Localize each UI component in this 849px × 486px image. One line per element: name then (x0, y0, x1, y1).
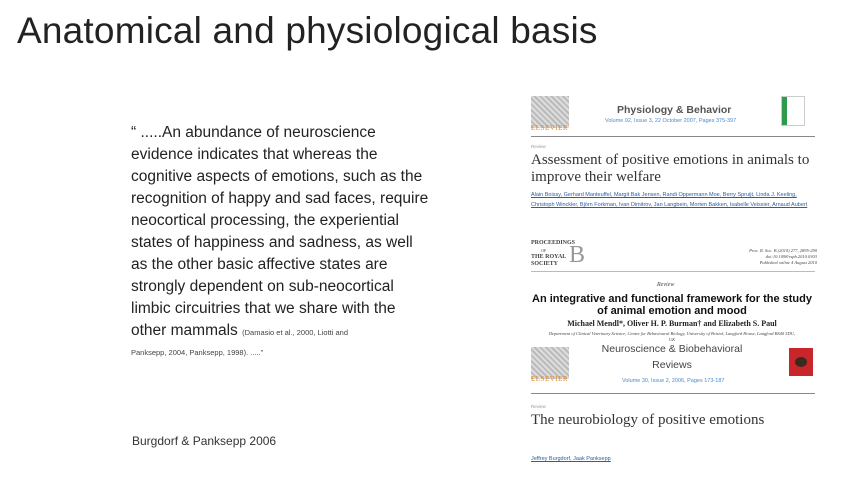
article-title: The neurobiology of positive emotions (531, 412, 765, 428)
journal-name-line: Reviews (652, 359, 692, 371)
journal-meta: Volume 30, Issue 2, 2006, Pages 173-187 (622, 378, 725, 384)
quote-citation-2: Panksepp, 2004, Panksepp, 1998). .....” (131, 348, 264, 357)
journal-cover-icon (789, 348, 813, 376)
article-title: An integrative and functional framework for the study of animal emotion and mood (532, 293, 812, 317)
divider (531, 393, 815, 394)
article-authors: Michael Mendl*, Oliver H. P. Burman† and Elizabeth S. Paul (567, 319, 777, 328)
meta-line: doi:10.1098/rspb.2010.0303 (765, 254, 817, 259)
quote-block (131, 122, 431, 360)
publisher-line: PROCEEDINGS (531, 240, 576, 246)
article-authors[interactable]: Jeffrey Burgdorf, Jaak Panksepp (531, 456, 611, 462)
divider (531, 136, 815, 137)
article-meta (677, 248, 817, 266)
journal-cover-icon (781, 96, 805, 126)
publisher-line: OF (541, 248, 547, 253)
journal-name (587, 343, 757, 372)
slide-title: Anatomical and physiological basis (17, 10, 598, 51)
journal-name-line: Neuroscience & Biobehavioral (601, 343, 743, 355)
journal-name: Physiology & Behavior (617, 104, 732, 116)
article-type: Review (531, 404, 546, 409)
article-type: Review (531, 144, 546, 149)
article-authors[interactable]: Alain Boissy, Gerhard Manteuffel, Margit Bak Jensen, Randi Oppermann Moe, Berry Spruijt, Linda J. Keeling, Christoph Winckler, Björn Forkman, Ivan Dimitrov, Jan Langbein, Morten Bakken, Isabelle Veissier, Arnaud Aubert (531, 192, 808, 208)
paper-collage-image (527, 90, 817, 470)
elsevier-logo: ELSEVIER (531, 124, 569, 132)
royal-society-b-icon: B (569, 242, 586, 268)
meta-line: Published online 4 August 2010 (759, 260, 817, 265)
publisher-line: SOCIETY (531, 261, 559, 267)
article-affiliation: Department of Clinical Veterinary Science, Centre for Behavioural Biology, University of Bristol, Langford House, Langford BS40 5DU, UK (548, 331, 796, 342)
publisher-line: THE ROYAL (531, 254, 567, 260)
article-type: Review (657, 282, 675, 288)
divider (531, 271, 815, 272)
elsevier-logo: ELSEVIER (531, 375, 569, 383)
journal-meta: Volume 92, Issue 3, 22 October 2007, Pages 375-397 (605, 118, 737, 124)
attribution: Burgdorf & Panksepp 2006 (132, 434, 277, 448)
quote-citation-1: (Damasio et al., 2000, Liotti and (242, 328, 349, 337)
meta-line: Proc. R. Soc. B (2010) 277, 2895-290 (749, 248, 817, 253)
article-title: Assessment of positive emotions in animals to improve their welfare (531, 152, 810, 185)
quote-text: “ .....An abundance of neuroscience evidence indicates that whereas the cognitive aspects of emotions, such as the recognition of happy and sad faces, require neocortical processing, the experiential states of happiness and sadness, as well as the other basic affective states are strongly dependent on sub-neocortical limbic circuitries that we share with the other mammals (131, 124, 429, 339)
